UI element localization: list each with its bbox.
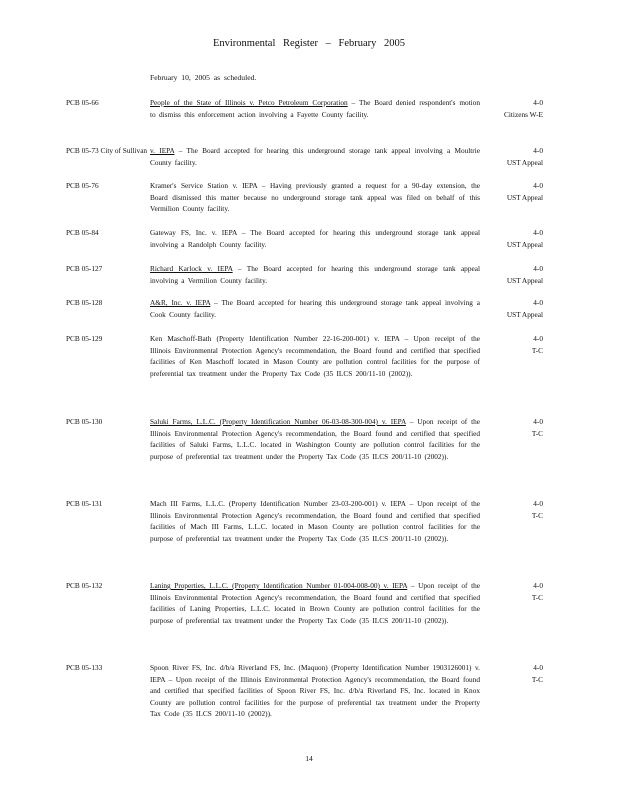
case-text: [150, 297, 480, 320]
vote-count: 4-0: [533, 98, 543, 107]
case-type: UST Appeal: [506, 309, 543, 319]
case-text: [150, 662, 480, 720]
case-body: Kramer's Service Station v. IEPA – Having previously granted a request for a 90-day extension, the Board dismissed this matter because no underground storage tank appeal was filed on behalf of this Vermilion County facility.: [150, 181, 480, 214]
case-body: – The Board accepted for hearing this underground storage tank appeal involving a Moultrie County facility.: [150, 146, 480, 167]
page-header: [0, 38, 618, 49]
case-title: v. IEPA: [150, 146, 175, 155]
case-number: PCB 05-76: [66, 181, 99, 190]
case-body: – The Board denied respondent's motion to dismiss this enforcement action involving a Fayette County facility.: [150, 98, 480, 119]
header-title: Environmental Register – February 2005: [212, 38, 406, 49]
case-title: Richard Karlock v. IEPA: [150, 264, 233, 273]
case-number: PCB 05-66: [66, 98, 99, 107]
case-number: PCB 05-73 City of Sullivan: [66, 146, 148, 155]
case-number: PCB 05-130: [66, 417, 103, 426]
case-text: [150, 180, 480, 215]
case-type: UST Appeal: [506, 192, 543, 202]
case-title: People of the State of Illinois v. Petco Petroleum Corporation: [150, 98, 348, 107]
case-type: T-C: [531, 428, 543, 438]
case-type: Citizens W-E: [504, 109, 543, 119]
case-number: PCB 05-132: [66, 581, 103, 590]
case-number: PCB 05-131: [66, 499, 103, 508]
case-text: [150, 145, 480, 168]
case-type: T-C: [531, 510, 543, 520]
case-type: UST Appeal: [506, 157, 543, 167]
case-text: [150, 416, 480, 462]
case-text: [150, 227, 480, 250]
page-number: 14: [305, 754, 313, 763]
case-body: Ken Maschoff-Bath (Property Identification Number 22-16-200-001) v. IEPA – Upon receipt of the Illinois Environmental Protection Agency's recommendation, the Board found and certified that specified facilities of Ken Maschoff located in Mason County are pollution control facilities for the purpose of preferential tax treatment under the Property Tax Code (35 ILCS 200/11-10 (2002)).: [150, 334, 480, 378]
case-number: PCB 05-129: [66, 334, 103, 343]
case-type: T-C: [531, 592, 543, 602]
case-type: T-C: [531, 674, 543, 684]
case-body: – Upon receipt of the Illinois Environmental Protection Agency's recommendation, the Board found and certified that specified facilities of Saluki Farms, L.L.C. located in Washington County are pollution control facilities for the purpose of preferential tax treatment under the Property Tax Code (35 ILCS 200/11-10 (2002)).: [150, 417, 480, 461]
case-number: PCB 05-133: [66, 663, 103, 672]
case-text: [150, 333, 480, 379]
case-number: PCB 05-128: [66, 298, 103, 307]
vote-count: 4-0: [533, 228, 543, 237]
case-body: – The Board accepted for hearing this underground storage tank appeal involving a Vermilion County facility.: [150, 264, 480, 285]
case-text: [150, 97, 480, 120]
case-body: – Upon receipt of the Illinois Environmental Protection Agency's recommendation, the Board found and certified that specified facilities of Laning Properties, L.L.C. located in Brown County are pollution control facilities for the purpose of preferential tax treatment under the Property Tax Code (35 ILCS 200/11-10 (2002)).: [150, 581, 480, 625]
case-type: T-C: [531, 345, 543, 355]
vote-count: 4-0: [533, 499, 543, 508]
case-number: PCB 05-84: [66, 228, 99, 237]
case-title: Laning Properties, L.L.C. (Property Identification Number 01-004-008-00) v. IEPA: [150, 581, 408, 590]
vote-count: 4-0: [533, 334, 543, 343]
case-text: [150, 580, 480, 626]
vote-count: 4-0: [533, 146, 543, 155]
case-title: A&R, Inc. v. IEPA: [150, 298, 211, 307]
vote-count: 4-0: [533, 581, 543, 590]
vote-count: 4-0: [533, 264, 543, 273]
case-number: PCB 05-127: [66, 264, 103, 273]
case-body: Gateway FS, Inc. v. IEPA – The Board accepted for hearing this underground storage tank appeal involving a Randolph County facility.: [150, 228, 480, 249]
case-text: [150, 263, 480, 286]
vote-count: 4-0: [533, 417, 543, 426]
vote-count: 4-0: [533, 298, 543, 307]
vote-count: 4-0: [533, 663, 543, 672]
case-body: – The Board accepted for hearing this underground storage tank appeal involving a Cook County facility.: [150, 298, 480, 319]
case-body: Spoon River FS, Inc. d/b/a Riverland FS, Inc. (Maquon) (Property Identification Number 1903126001) v. IEPA – Upon receipt of the Illinois Environmental Protection Agency's recommendation, the Board found and certified that specified facilities of Spoon River FS, Inc. d/b/a Riverland FS, Inc. located in Knox County are pollution control facilities for the purpose of preferential tax treatment under the Property Tax Code (35 ILCS 200/11-10 (2002)).: [150, 663, 480, 719]
vote-count: 4-0: [533, 181, 543, 190]
case-title: Saluki Farms, L.L.C. (Property Identification Number 06-03-08-300-004) v. IEPA: [150, 417, 406, 426]
case-type: UST Appeal: [506, 239, 543, 249]
case-text: [150, 498, 480, 544]
intro-line: February 10, 2005 as scheduled.: [150, 73, 257, 82]
case-type: UST Appeal: [506, 275, 543, 285]
case-body: Mach III Farms, L.L.C. (Property Identification Number 23-03-200-001) v. IEPA – Upon receipt of the Illinois Environmental Protection Agency's recommendation, the Board found and certified that specified facilities of Mach III Farms, L.L.C. located in Mason County are pollution control facilities for the purpose of preferential tax treatment under the Property Tax Code (35 ILCS 200/11-10 (2002)).: [150, 499, 480, 543]
